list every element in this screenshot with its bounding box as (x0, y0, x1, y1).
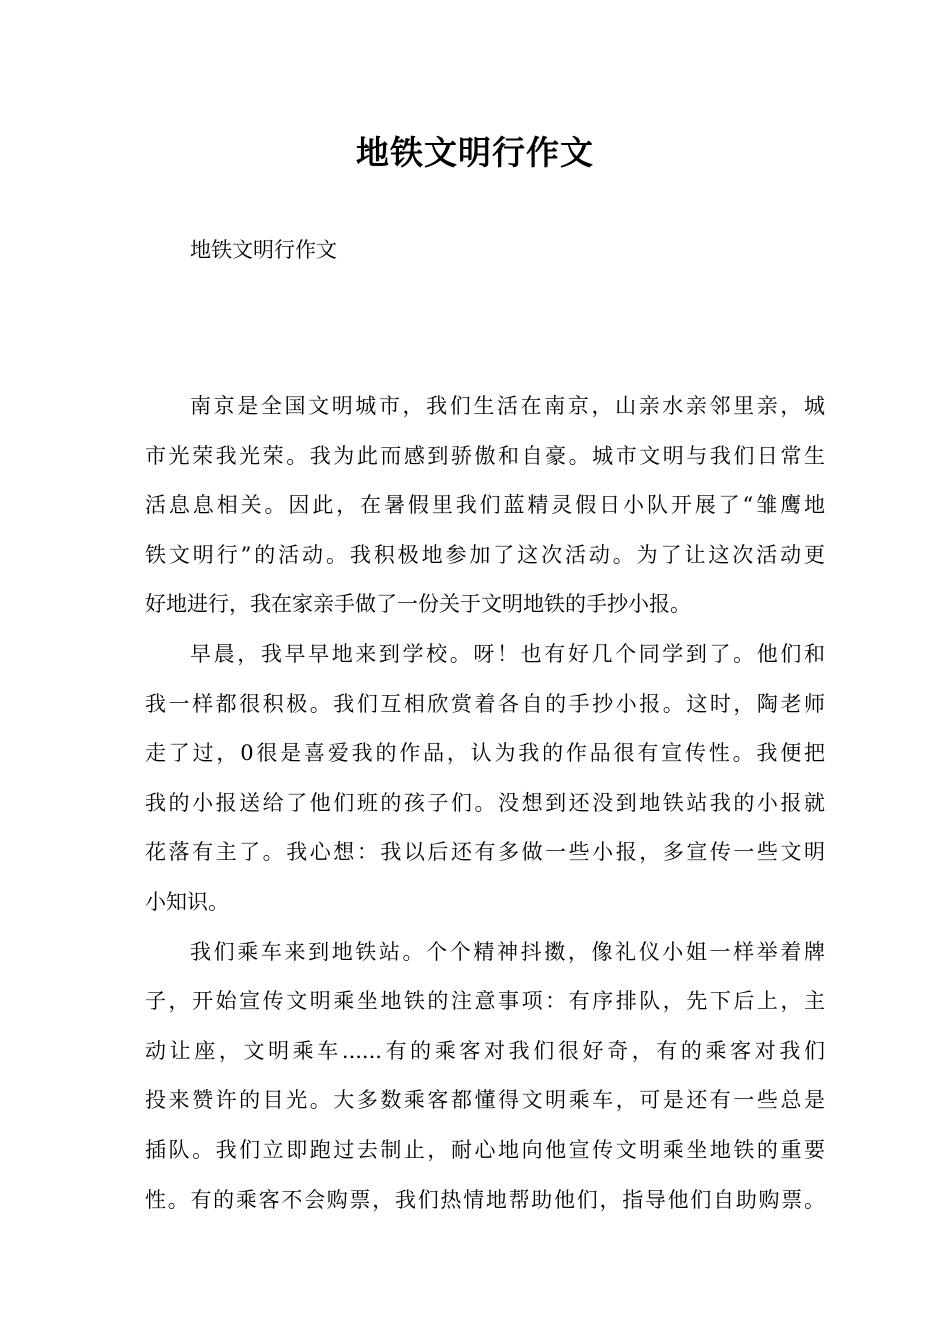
paragraph-3 (145, 928, 825, 1226)
text-line: 动让座，文明乘车......有的乘客对我们很好奇，有的乘客对我们 (145, 1038, 825, 1063)
text-line: 性。有的乘客不会购票，我们热情地帮助他们，指导他们自助购票。 (145, 1187, 825, 1212)
text-line: 市光荣我光荣。我为此而感到骄傲和自豪。城市文明与我们日常生 (145, 443, 825, 468)
text-line: 我的小报送给了他们班的孩子们。没想到还没到地铁站我的小报就 (145, 790, 825, 815)
text-line: 南京是全国文明城市，我们生活在南京，山亲水亲邻里亲，城 (190, 394, 825, 418)
text-line: 投来赞许的目光。大多数乘客都懂得文明乘车，可是还有一些总是 (145, 1088, 825, 1113)
text-line: 活息息相关。因此，在暑假里我们蓝精灵假日小队开展了“雏鹰地 (145, 493, 825, 518)
text-line: 铁文明行”的活动。我积极地参加了这次活动。为了让这次活动更 (145, 542, 825, 567)
text-line: 花落有主了。我心想：我以后还有多做一些小报，多宣传一些文明 (145, 840, 825, 865)
document-body (145, 382, 825, 1225)
text-line: 子，开始宣传文明乘坐地铁的注意事项：有序排队，先下后上，主 (145, 989, 825, 1014)
text-line: 小知识。 (145, 889, 229, 914)
text-line: 走了过，0很是喜爱我的作品，认为我的作品很有宣传性。我便把 (145, 741, 825, 766)
text-line: 我们乘车来到地铁站。个个精神抖擞，像礼仪小姐一样举着牌 (190, 939, 825, 964)
paragraph-2 (145, 630, 825, 928)
document-subtitle: 地铁文明行作文 (190, 238, 337, 262)
text-line: 我一样都很积极。我们互相欣赏着各自的手抄小报。这时，陶老师 (145, 691, 825, 716)
paragraph-1 (145, 382, 825, 630)
text-line: 好地进行，我在家亲手做了一份关于文明地铁的手抄小报。 (145, 592, 691, 617)
document-title: 地铁文明行作文 (356, 133, 594, 172)
text-line: 插队。我们立即跑过去制止，耐心地向他宣传文明乘坐地铁的重要 (145, 1137, 825, 1162)
text-line: 早晨，我早早地来到学校。呀！也有好几个同学到了。他们和 (190, 641, 825, 666)
